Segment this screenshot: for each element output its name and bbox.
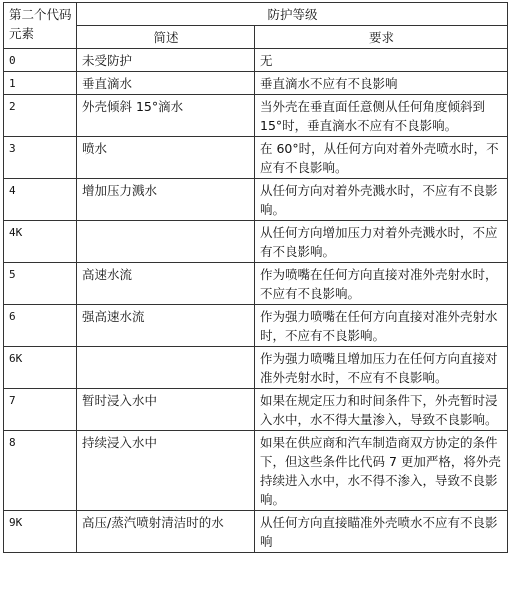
cell-requirement: 垂直滴水不应有不良影响 — [255, 72, 508, 95]
table-row — [4, 72, 508, 95]
header-brief: 简述 — [77, 26, 255, 49]
ip-protection-table — [3, 2, 508, 553]
table-row — [4, 49, 508, 72]
table-row — [4, 221, 508, 263]
table-row — [4, 263, 508, 305]
table-row — [4, 347, 508, 389]
cell-brief: 垂直滴水 — [77, 72, 255, 95]
table-row — [4, 389, 508, 431]
cell-brief: 强高速水流 — [77, 305, 255, 347]
header-second-code-element: 第二个代码元素 — [4, 3, 77, 49]
cell-requirement: 作为强力喷嘴在任何方向直接对准外壳射水时，不应有不良影响。 — [255, 305, 508, 347]
header-protection-level: 防护等级 — [77, 3, 508, 26]
cell-requirement: 从任何方向对着外壳溅水时，不应有不良影响。 — [255, 179, 508, 221]
cell-brief: 高压/蒸汽喷射清洁时的水 — [77, 511, 255, 553]
cell-brief: 未受防护 — [77, 49, 255, 72]
header-requirement: 要求 — [255, 26, 508, 49]
cell-brief: 持续浸入水中 — [77, 431, 255, 511]
cell-code: 6K — [4, 347, 77, 389]
cell-code: 0 — [4, 49, 77, 72]
cell-brief: 增加压力溅水 — [77, 179, 255, 221]
cell-requirement: 在 60°时，从任何方向对着外壳喷水时，不应有不良影响。 — [255, 137, 508, 179]
cell-brief: 高速水流 — [77, 263, 255, 305]
cell-requirement: 从任何方向增加压力对着外壳溅水时，不应有不良影响。 — [255, 221, 508, 263]
cell-requirement: 从任何方向直接瞄准外壳喷水不应有不良影响 — [255, 511, 508, 553]
cell-code: 4 — [4, 179, 77, 221]
cell-brief — [77, 347, 255, 389]
cell-code: 1 — [4, 72, 77, 95]
table-row — [4, 305, 508, 347]
cell-code: 2 — [4, 95, 77, 137]
cell-code: 7 — [4, 389, 77, 431]
cell-brief: 暂时浸入水中 — [77, 389, 255, 431]
table-subheader-row — [4, 26, 508, 49]
table-row — [4, 137, 508, 179]
cell-code: 9K — [4, 511, 77, 553]
cell-requirement: 作为强力喷嘴且增加压力在任何方向直接对准外壳射水时，不应有不良影响。 — [255, 347, 508, 389]
cell-requirement: 无 — [255, 49, 508, 72]
cell-code: 8 — [4, 431, 77, 511]
cell-code: 4K — [4, 221, 77, 263]
cell-code: 3 — [4, 137, 77, 179]
table-row — [4, 511, 508, 553]
cell-brief: 外壳倾斜 15°滴水 — [77, 95, 255, 137]
cell-requirement: 如果在供应商和汽车制造商双方协定的条件下，但这些条件比代码 7 更加严格，将外壳持续进入水中，水不得不渗入，导致不良影响。 — [255, 431, 508, 511]
table-row — [4, 95, 508, 137]
table-row — [4, 431, 508, 511]
table-header-row — [4, 3, 508, 26]
cell-requirement: 如果在规定压力和时间条件下，外壳暂时浸入水中，水不得大量渗入，导致不良影响。 — [255, 389, 508, 431]
cell-requirement: 当外壳在垂直面任意侧从任何角度倾斜到 15°时，垂直滴水不应有不良影响。 — [255, 95, 508, 137]
cell-requirement: 作为喷嘴在任何方向直接对准外壳射水时，不应有不良影响。 — [255, 263, 508, 305]
cell-code: 5 — [4, 263, 77, 305]
table-row — [4, 179, 508, 221]
cell-brief — [77, 221, 255, 263]
cell-code: 6 — [4, 305, 77, 347]
cell-brief: 喷水 — [77, 137, 255, 179]
